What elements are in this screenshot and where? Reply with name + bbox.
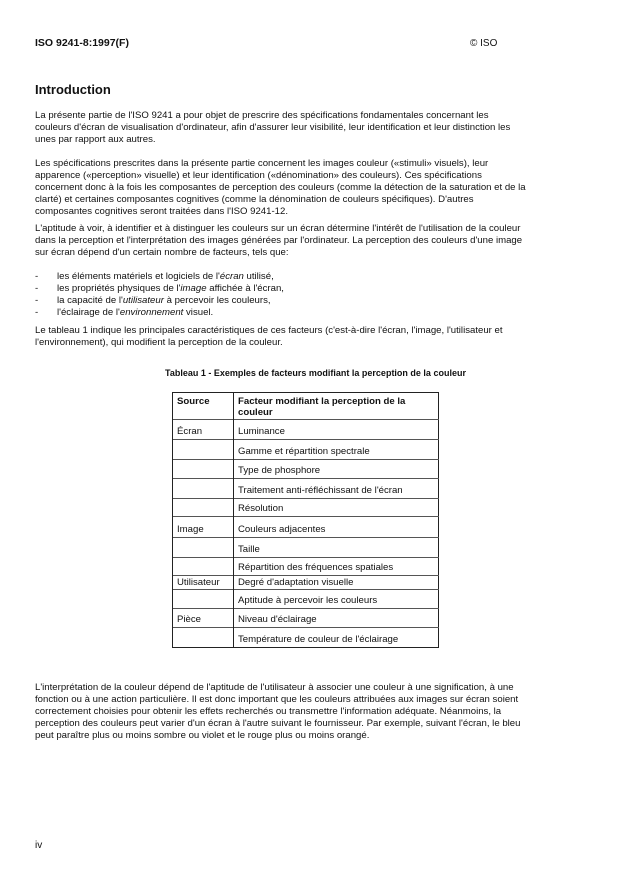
- header-source: Source: [173, 393, 234, 420]
- table-row: [173, 558, 439, 576]
- p3-line: L'aptitude à voir, à identifier et à distinguer les couleurs sur un écran détermine l'intérêt de l'utilisation de la couleur: [35, 223, 521, 234]
- factor-cell: Température de couleur de l'éclairage: [234, 628, 439, 648]
- factor-cell: Niveau d'éclairage: [234, 609, 439, 628]
- bullet-emphasis: image: [180, 283, 207, 294]
- p2-line: concernent donc à la fois les composantes de perception des couleurs (comme la détection de la saturation et de la: [35, 182, 526, 193]
- p4-line: Le tableau 1 indique les principales caractéristiques de ces facteurs (c'est-à-dire l'écran, l'image, l'utilisateur et: [35, 325, 503, 336]
- p1-line: couleurs d'écran de visualisation d'ordinateur, afin d'assurer leur visibilité, leur identification et leur distinction les: [35, 122, 511, 133]
- source-cell: [173, 628, 234, 648]
- p4-line: l'environnement), qui modifient la perception de la couleur.: [35, 337, 283, 348]
- factor-cell: Répartition des fréquences spatiales: [234, 558, 439, 576]
- source-cell: Écran: [173, 420, 234, 440]
- bullet-text: l'éclairage de l': [57, 307, 120, 318]
- table-row: [173, 628, 439, 648]
- p5-line: perception des couleurs peut varier d'un écran à l'autre suivant le fournisseur. Par exemple, suivant l'écran, le bleu: [35, 718, 521, 729]
- p1-line: unes par rapport aux autres.: [35, 134, 156, 145]
- p5-line: L'interprétation de la couleur dépend de l'aptitude de l'utilisateur à associer une couleur à une signification, à une: [35, 682, 514, 693]
- table-row: [173, 499, 439, 517]
- p2-line: apparence («perception» visuelle) et leur identification («dénomination» des couleurs). Ces spécifications: [35, 170, 482, 181]
- table-row: [173, 440, 439, 460]
- bullet-text: à percevoir les couleurs,: [163, 295, 271, 306]
- page-number: iv: [35, 840, 43, 851]
- factors-table: [172, 392, 439, 648]
- factor-cell: Type de phosphore: [234, 460, 439, 479]
- bullet-text: visuel.: [183, 307, 214, 318]
- table-header-row: [173, 393, 439, 420]
- source-cell: [173, 479, 234, 499]
- bullet-emphasis: environnement: [119, 307, 184, 318]
- p3-line: sur écran dépend d'un certain nombre de facteurs, tels que:: [35, 247, 289, 258]
- table-row: [173, 590, 439, 609]
- source-cell: [173, 538, 234, 558]
- p5-line: fonction ou à une action particulière. Il est donc important que les couleurs attribuées aux images sur écran soient: [35, 694, 519, 705]
- bullet-dash: -: [35, 307, 39, 318]
- table-row: [173, 460, 439, 479]
- factor-cell: Luminance: [234, 420, 439, 440]
- p2-line: Les spécifications prescrites dans la présente partie concernent les images couleur («stimuli» visuels), leur: [35, 158, 489, 169]
- factor-cell: Résolution: [234, 499, 439, 517]
- source-cell: Utilisateur: [173, 576, 234, 590]
- source-cell: [173, 440, 234, 460]
- p1-line: La présente partie de l'ISO 9241 a pour objet de prescrire des spécifications fondamentales concernant les: [35, 110, 489, 121]
- table-row: [173, 538, 439, 558]
- p5-line: correctement choisies pour obtenir les effets recherchés ou transmettre l'information adéquate. Néanmoins, la: [35, 706, 502, 717]
- document-id: ISO 9241-8:1997(F): [35, 37, 129, 49]
- bullet-dash: -: [35, 271, 39, 282]
- table-row: [173, 517, 439, 538]
- section-title: Introduction: [35, 82, 111, 97]
- factor-cell: Degré d'adaptation visuelle: [234, 576, 439, 590]
- table-caption: Tableau 1 - Exemples de facteurs modifiant la perception de la couleur: [165, 368, 466, 378]
- factor-cell: Traitement anti-réfléchissant de l'écran: [234, 479, 439, 499]
- source-cell: Image: [173, 517, 234, 538]
- source-cell: [173, 558, 234, 576]
- bullet-emphasis: utilisateur: [122, 295, 164, 306]
- copyright: © ISO: [470, 38, 498, 49]
- bullet-text: affichée à l'écran,: [206, 283, 284, 294]
- factor-cell: Gamme et répartition spectrale: [234, 440, 439, 460]
- table-row: [173, 420, 439, 440]
- source-cell: Pièce: [173, 609, 234, 628]
- bullet-dash: -: [35, 295, 39, 306]
- p3-line: dans la perception et l'interprétation des images générées par l'ordinateur. La perception des couleurs d'une image: [35, 235, 523, 246]
- factor-cell: Taille: [234, 538, 439, 558]
- source-cell: [173, 499, 234, 517]
- table-row: [173, 609, 439, 628]
- header-factor: Facteur modifiant la perception de la couleur: [234, 393, 439, 420]
- bullet-dash: -: [35, 283, 39, 294]
- bullet-text: les propriétés physiques de l': [57, 283, 181, 294]
- source-cell: [173, 460, 234, 479]
- p5-line: peut paraître plus ou moins sombre ou violet et le rouge plus ou moins orangé.: [35, 730, 370, 741]
- bullet-text: utilisé,: [243, 271, 274, 282]
- p2-line: clarté) et certaines composantes cognitives (comme la dénomination de couleurs spécifiques). D'autres: [35, 194, 474, 205]
- bullet-text: les éléments matériels et logiciels de l': [57, 271, 220, 282]
- p2-line: composantes cognitives seront traitées dans l'ISO 9241-12.: [35, 206, 289, 217]
- table-row: [173, 479, 439, 499]
- table-row: [173, 576, 439, 590]
- bullet-text: la capacité de l': [57, 295, 123, 306]
- source-cell: [173, 590, 234, 609]
- factor-cell: Couleurs adjacentes: [234, 517, 439, 538]
- bullet-emphasis: écran: [219, 271, 244, 282]
- factor-cell: Aptitude à percevoir les couleurs: [234, 590, 439, 609]
